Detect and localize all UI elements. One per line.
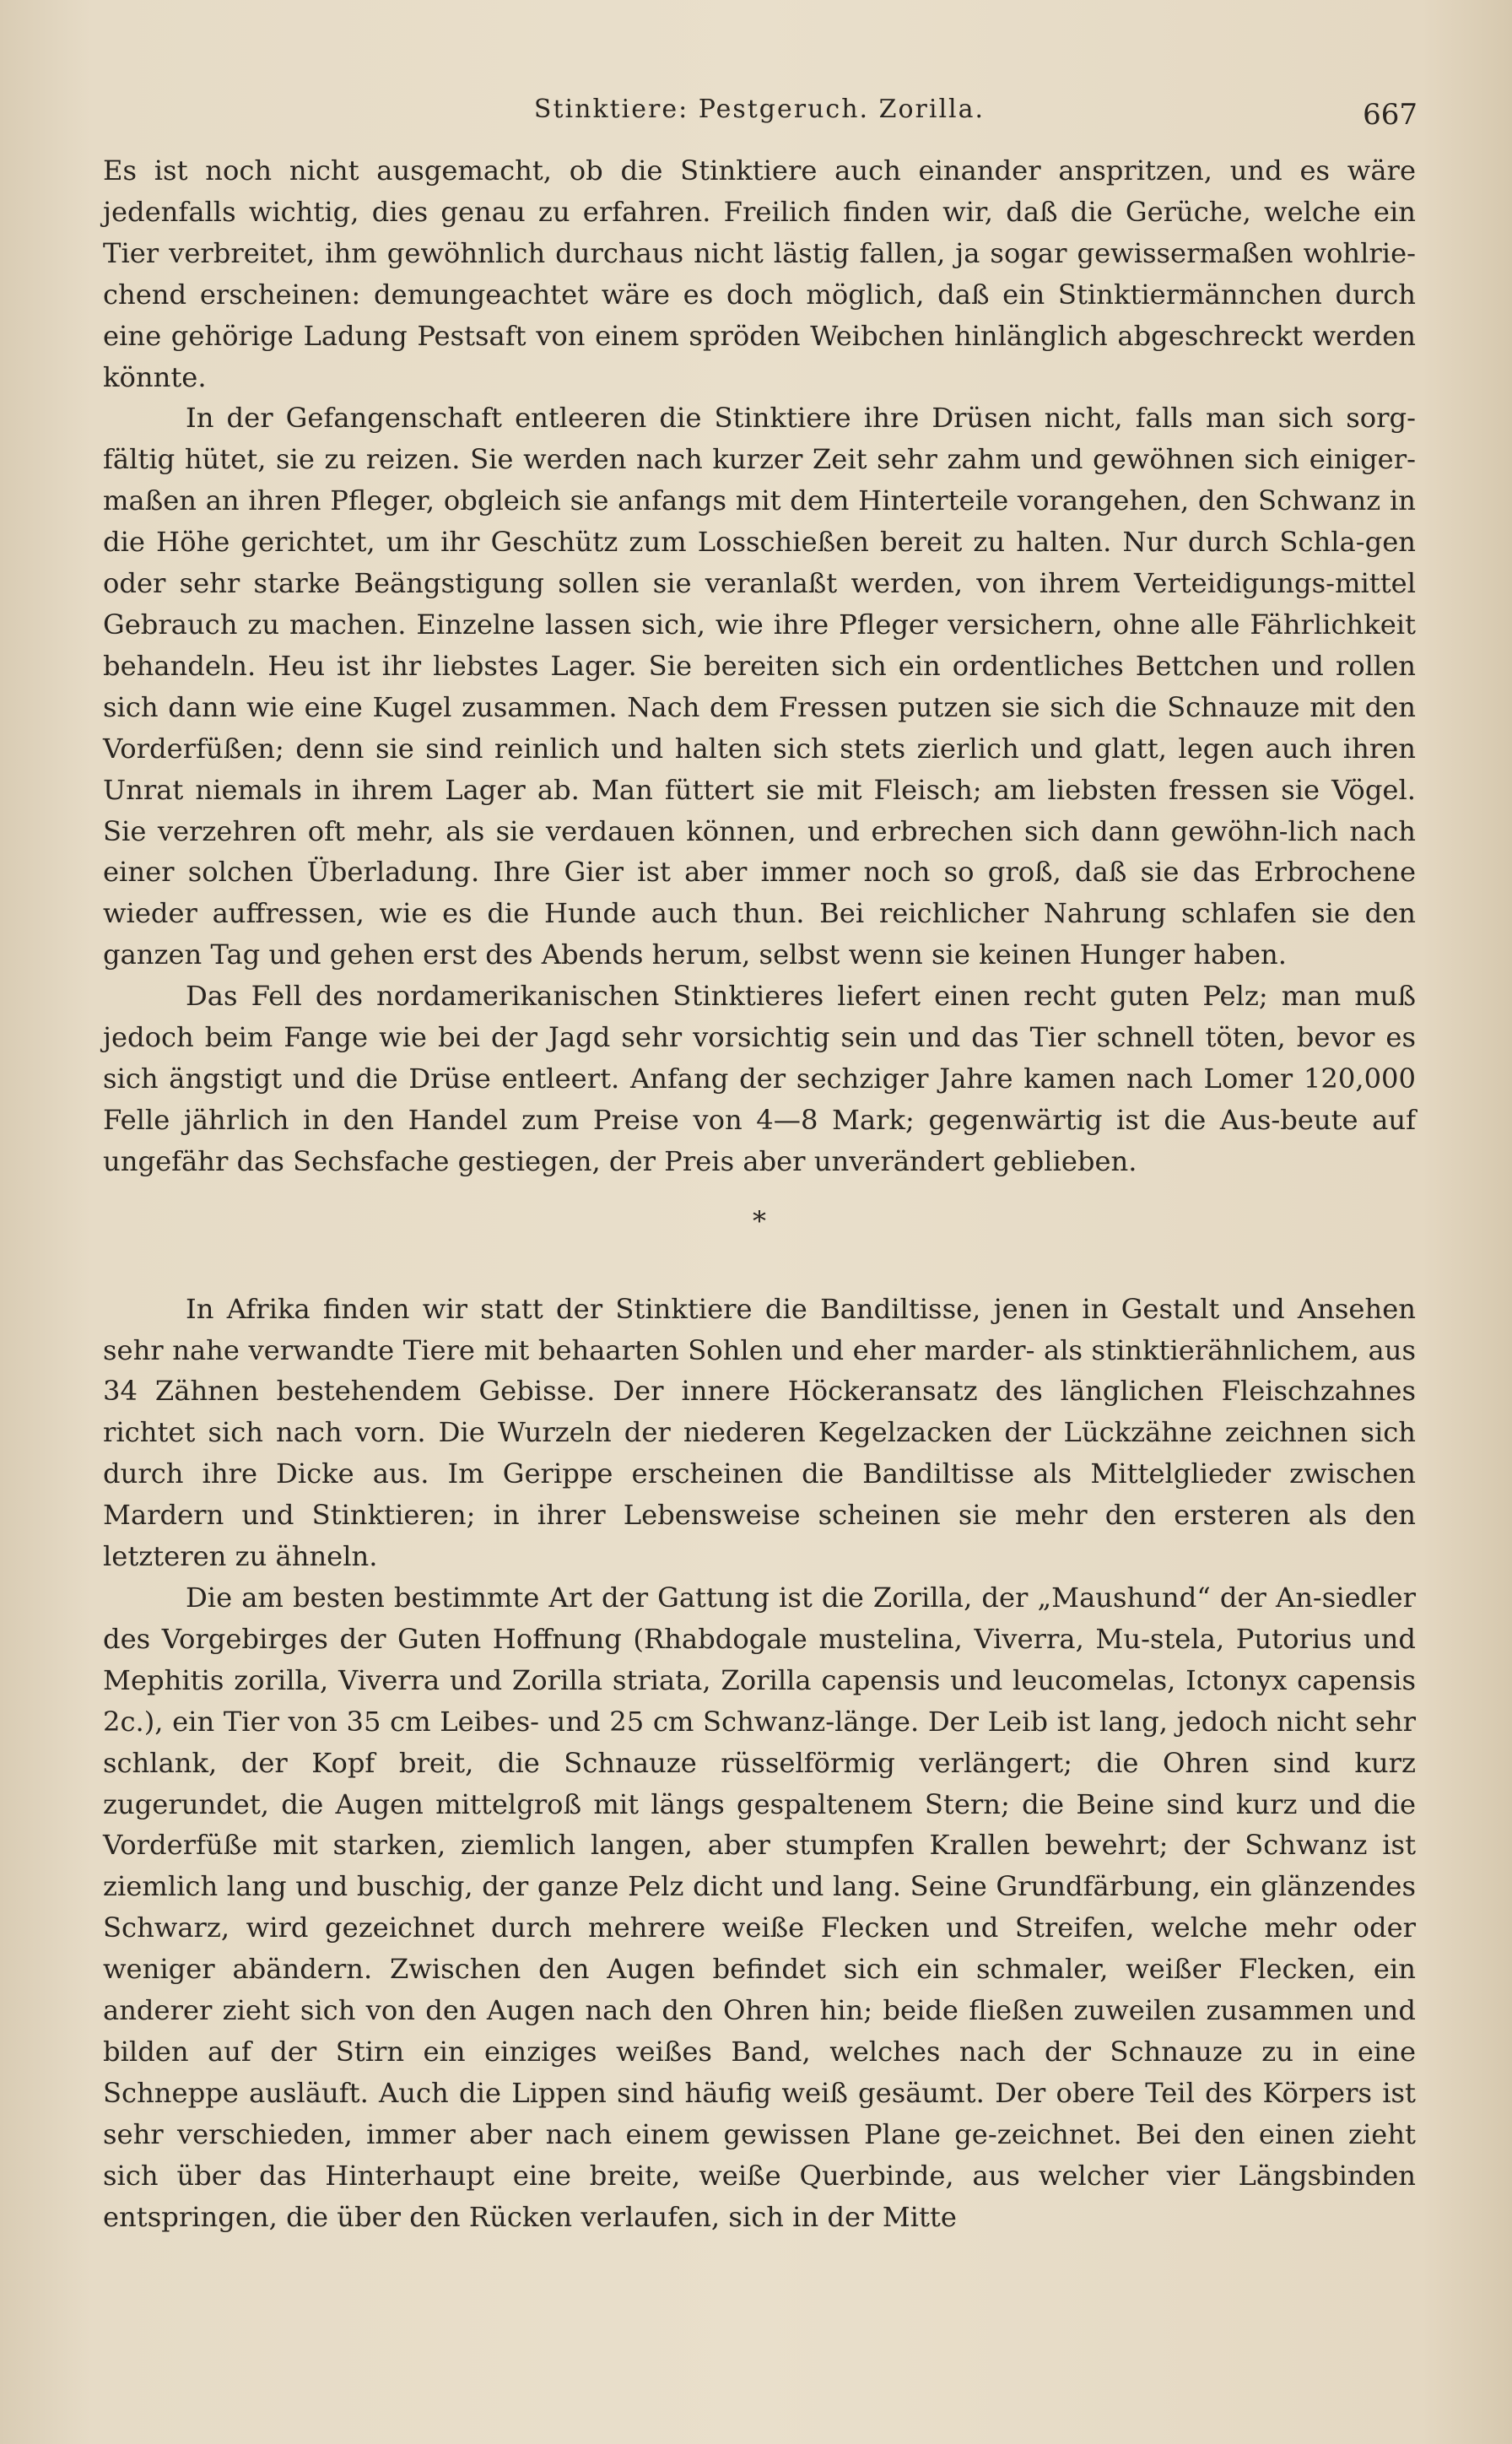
body-text [103,150,1416,2238]
page-number: 667 [1363,98,1418,132]
paragraph-zorilla: Die am besten bestimmte Art der Gattung ist die Zorilla, der „Maushund“ der An-siedler des Vorgebirges der Guten Hoffnung (Rhabdogale mustelina, Viverra, Mu-stela, Putorius und Mephitis zorilla, Viverra und Zorilla striata, Zorilla capensis und leucomelas, Ictonyx capensis 2c.), ein Tier von 35 cm Leibes- und 25 cm Schwanz-länge. Der Leib ist lang, jedoch nicht sehr schlank, der Kopf breit, die Schnauze rüsselförmig verlängert; die Ohren sind kurz zugerundet, die Augen mittelgroß mit längs gespaltenem Stern; die Beine sind kurz und die Vorderfüße mit starken, ziemlich langen, aber stumpfen Krallen bewehrt; der Schwanz ist ziemlich lang und buschig, der ganze Pelz dicht und lang. Seine Grundfärbung, ein glänzendes Schwarz, wird gezeichnet durch mehrere weiße Flecken und Streifen, welche mehr oder weniger abändern. Zwischen den Augen befindet sich ein schmaler, weißer Flecken, ein anderer zieht sich von den Augen nach den Ohren hin; beide fließen zuweilen zusammen und bilden auf der Stirn ein einziges weißes Band, welches nach der Schnauze zu in eine Schneppe ausläuft. Auch die Lippen sind häufig weiß gesäumt. Der obere Teil des Körpers ist sehr verschieden, immer aber nach einem gewissen Plane ge-zeichnet. Bei den einen zieht sich über das Hinterhaupt eine breite, weiße Querbinde, aus welcher vier Längsbinden entspringen, die über den Rücken verlaufen, sich in der Mitte [103,1582,1416,2233]
page-header [101,95,1418,137]
paragraph-stinktiere-spritzen: Es ist noch nicht ausgemacht, ob die Stinktiere auch einander anspritzen, und es wäre jedenfalls wichtig, dies genau zu erfahren. Freilich finden wir, daß die Gerüche, welche ein Tier verbreitet, ihm gewöhnlich durchaus nicht lästig fallen, ja sogar gewissermaßen wohlrie-chend erscheinen: demungeachtet wäre es doch möglich, daß ein Stinktiermännchen durch eine gehörige Ladung Pestsaft von einem spröden Weibchen hinlänglich abgeschreckt werden könnte. [103,154,1416,393]
paragraph-fell: Das Fell des nordamerikanischen Stinktieres liefert einen recht guten Pelz; man muß jedoch beim Fange wie bei der Jagd sehr vorsichtig sein und das Tier schnell töten, bevor es sich ängstigt und die Drüse entleert. Anfang der sechziger Jahre kamen nach Lomer 120,000 Felle jährlich in den Handel zum Preise von 4—8 Mark; gegenwärtig ist die Aus-beute auf ungefähr das Sechsfache gestiegen, der Preis aber unverändert geblieben. [103,980,1416,1177]
running-head: Stinktiere: Pestgeruch. Zorilla. [533,95,986,124]
section-break-asterisk: * [753,1204,766,1237]
paragraph-bandiltisse: In Afrika finden wir statt der Stinktiere die Bandiltisse, jenen in Gestalt und Ansehen sehr nahe verwandte Tiere mit behaarten Sohlen und eher marder- als stinktierähnlichem, aus 34 Zähnen bestehendem Gebisse. Der innere Höckeransatz des länglichen Fleischzahnes richtet sich nach vorn. Die Wurzeln der niederen Kegelzacken der Lückzähne zeichnen sich durch ihre Dicke aus. Im Gerippe erscheinen die Bandiltisse als Mittelglieder zwischen Mardern und Stinktieren; in ihrer Lebensweise scheinen sie mehr den ersteren als den letzteren zu ähneln. [103,1292,1416,1573]
paragraph-gefangenschaft: In der Gefangenschaft entleeren die Stinktiere ihre Drüsen nicht, falls man sich sorg-fältig hütet, sie zu reizen. Sie werden nach kurzer Zeit sehr zahm und gewöhnen sich einiger-maßen an ihren Pfleger, obgleich sie anfangs mit dem Hinterteile vorangehen, den Schwanz in die Höhe gerichtet, um ihr Geschütz zum Losschießen bereit zu halten. Nur durch Schla-gen oder sehr starke Beängstigung sollen sie veranlaßt werden, von ihrem Verteidigungs-mittel Gebrauch zu machen. Einzelne lassen sich, wie ihre Pfleger versichern, ohne alle Fährlichkeit behandeln. Heu ist ihr liebstes Lager. Sie bereiten sich ein ordentliches Bettchen und rollen sich dann wie eine Kugel zusammen. Nach dem Fressen putzen sie sich die Schnauze mit den Vorderfüßen; denn sie sind reinlich und halten sich stets zierlich und glatt, legen auch ihren Unrat niemals in ihrem Lager ab. Man füttert sie mit Fleisch; am liebsten fressen sie Vögel. Sie verzehren oft mehr, als sie verdauen können, und erbrechen sich dann gewöhn-lich nach einer solchen Überladung. Ihre Gier ist aber immer noch so groß, daß sie das Erbrochene wieder auffressen, wie es die Hunde auch thun. Bei reichlicher Nahrung schlafen sie den ganzen Tag und gehen erst des Abends herum, selbst wenn sie keinen Hunger haben. [103,402,1416,971]
